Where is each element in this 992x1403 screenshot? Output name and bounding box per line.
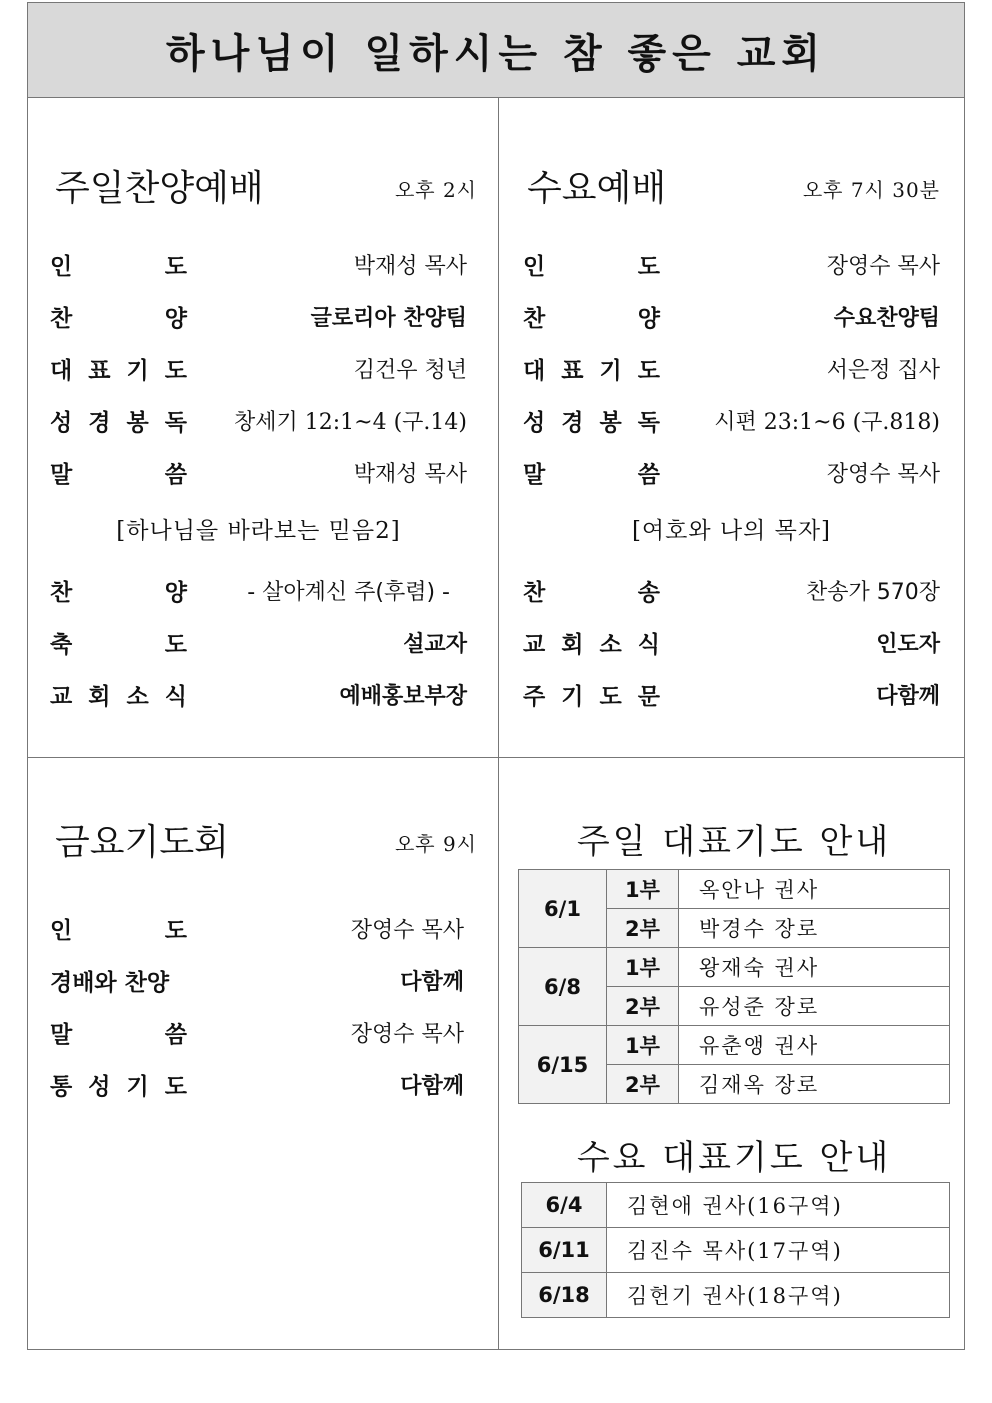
sunday-prayer-table xyxy=(518,869,950,1104)
date-cell: 6/15 xyxy=(519,1026,607,1104)
wednesday-row xyxy=(523,452,940,492)
row-value: 다함께 xyxy=(400,969,464,995)
row-label: 성 경 봉 독 xyxy=(523,409,660,436)
row-value: 찬송가 570장 xyxy=(806,579,940,605)
wednesday-title: 수요예배 xyxy=(527,168,667,209)
row-divider xyxy=(27,757,965,758)
date-cell: 6/18 xyxy=(522,1273,607,1318)
row-label: 대 표 기 도 xyxy=(50,357,187,384)
friday-row xyxy=(50,908,464,948)
row-label: 인 도 xyxy=(50,917,187,944)
row-value: 박재성 목사 xyxy=(353,461,467,487)
sunday-title: 주일찬양예배 xyxy=(55,168,264,209)
part-cell: 2부 xyxy=(607,987,679,1026)
table-row xyxy=(522,1228,950,1273)
page-title: 하나님이 일하시는 참 좋은 교회 xyxy=(165,30,827,77)
name-cell: 유성준 장로 xyxy=(679,987,950,1026)
row-label: 찬 양 xyxy=(523,305,660,332)
sunday-row xyxy=(50,400,467,440)
row-label: 찬 양 xyxy=(50,305,187,332)
date-cell: 6/8 xyxy=(519,948,607,1026)
wednesday-row xyxy=(523,570,940,610)
table-row xyxy=(519,948,950,987)
part-cell: 1부 xyxy=(607,948,679,987)
name-cell: 김재옥 장로 xyxy=(679,1065,950,1104)
row-label: 말 씀 xyxy=(50,1021,187,1048)
sunday-row xyxy=(50,452,467,492)
sunday-row xyxy=(50,674,467,714)
sunday-prayer-title: 주일 대표기도 안내 xyxy=(576,822,892,862)
sunday-row xyxy=(50,296,467,336)
table-row xyxy=(522,1273,950,1318)
name-cell: 박경수 장로 xyxy=(679,909,950,948)
friday-time: 오후 9시 xyxy=(394,832,477,856)
row-value: 박재성 목사 xyxy=(353,253,467,279)
wednesday-prayer-title: 수요 대표기도 안내 xyxy=(576,1138,892,1178)
sunday-row xyxy=(50,570,450,610)
row-label: 교 회 소 식 xyxy=(523,631,660,658)
wednesday-sermon-title: [여호와 나의 목자] xyxy=(631,518,832,544)
table-row xyxy=(522,1183,950,1228)
wednesday-row xyxy=(523,622,940,662)
wednesday-time: 오후 7시 30분 xyxy=(802,178,940,202)
row-value: 장영수 목사 xyxy=(826,461,940,487)
row-label: 인 도 xyxy=(50,253,187,280)
wednesday-row xyxy=(523,244,940,284)
row-label: 교 회 소 식 xyxy=(50,683,187,710)
column-divider xyxy=(498,97,499,1350)
part-cell: 2부 xyxy=(607,909,679,948)
row-label: 찬 양 xyxy=(50,579,187,606)
row-value: 수요찬양팀 xyxy=(833,305,940,331)
friday-title: 금요기도회 xyxy=(55,822,229,863)
sunday-sermon-title: [하나님을 바라보는 믿음2] xyxy=(116,518,401,544)
date-cell: 6/1 xyxy=(519,870,607,948)
name-cell: 김헌기 권사(18구역) xyxy=(607,1273,950,1318)
row-value: 창세기 12:1~4 (구.14) xyxy=(234,409,467,435)
row-label: 말 씀 xyxy=(50,461,187,488)
row-label: 성 경 봉 독 xyxy=(50,409,187,436)
name-cell: 유춘앵 권사 xyxy=(679,1026,950,1065)
row-value: 장영수 목사 xyxy=(350,917,464,943)
friday-row xyxy=(50,1012,464,1052)
wednesday-row xyxy=(523,348,940,388)
wednesday-row xyxy=(523,400,940,440)
wednesday-row xyxy=(523,296,940,336)
row-value: 다함께 xyxy=(876,683,940,709)
name-cell: 김진수 목사(17구역) xyxy=(607,1228,950,1273)
row-value: 서은정 집사 xyxy=(826,357,940,383)
row-value: 다함께 xyxy=(400,1073,464,1099)
friday-row xyxy=(50,960,464,1000)
table-row xyxy=(519,1026,950,1065)
name-cell: 왕재숙 권사 xyxy=(679,948,950,987)
part-cell: 1부 xyxy=(607,1026,679,1065)
friday-row xyxy=(50,1064,464,1104)
sunday-time: 오후 2시 xyxy=(394,178,477,202)
row-value: 김건우 청년 xyxy=(353,357,467,383)
row-label: 주 기 도 문 xyxy=(523,683,660,710)
sunday-row xyxy=(50,348,467,388)
row-value: - 살아계신 주(후렴) - xyxy=(247,579,450,605)
part-cell: 2부 xyxy=(607,1065,679,1104)
date-cell: 6/11 xyxy=(522,1228,607,1273)
row-value: 예배홍보부장 xyxy=(339,683,467,709)
wednesday-prayer-table xyxy=(521,1182,950,1318)
row-value: 장영수 목사 xyxy=(826,253,940,279)
date-cell: 6/4 xyxy=(522,1183,607,1228)
sunday-row xyxy=(50,244,467,284)
wednesday-row xyxy=(523,674,940,714)
row-value: 장영수 목사 xyxy=(350,1021,464,1047)
row-label: 대 표 기 도 xyxy=(523,357,660,384)
row-value: 인도자 xyxy=(876,631,940,657)
sunday-row xyxy=(50,622,467,662)
row-label: 찬 송 xyxy=(523,579,660,606)
row-label: 말 씀 xyxy=(523,461,660,488)
row-label: 통 성 기 도 xyxy=(50,1073,187,1100)
row-label: 축 도 xyxy=(50,631,187,658)
row-label: 경배와 찬양 xyxy=(50,969,170,996)
row-label: 인 도 xyxy=(523,253,660,280)
row-value: 설교자 xyxy=(403,631,467,657)
part-cell: 1부 xyxy=(607,870,679,909)
page-header xyxy=(27,2,965,98)
row-value: 글로리아 찬양팀 xyxy=(310,305,467,331)
table-row xyxy=(519,870,950,909)
row-value: 시편 23:1~6 (구.818) xyxy=(714,409,940,435)
name-cell: 김현애 권사(16구역) xyxy=(607,1183,950,1228)
name-cell: 옥안나 권사 xyxy=(679,870,950,909)
